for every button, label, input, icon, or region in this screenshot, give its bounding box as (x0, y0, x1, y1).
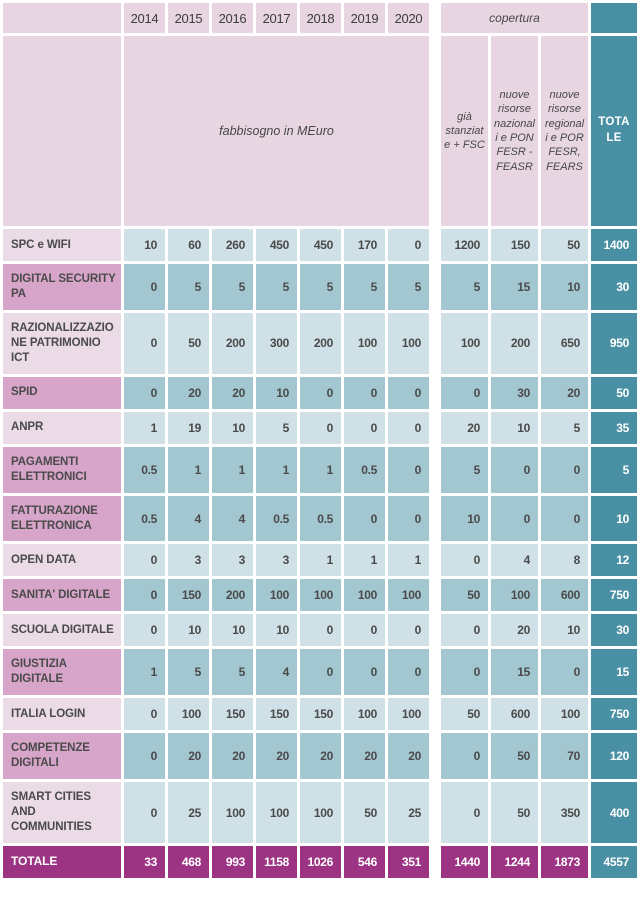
year-value-cell: 100 (256, 579, 297, 611)
table-row (3, 782, 637, 843)
row-label: SPC e WIFI (3, 229, 121, 261)
year-value-cell: 3 (212, 544, 253, 576)
year-value-cell: 20 (168, 377, 209, 409)
table-row (3, 412, 637, 444)
group-gap (432, 36, 438, 226)
year-value-cell: 100 (344, 579, 385, 611)
year-value-cell: 0 (124, 698, 165, 730)
year-header: 2019 (344, 3, 385, 33)
row-label: SPID (3, 377, 121, 409)
year-value-cell: 0 (300, 412, 341, 444)
group-gap (432, 447, 438, 493)
coverage-value-cell: 5 (541, 412, 588, 444)
row-total-cell: 1400 (591, 229, 637, 261)
year-value-cell: 5 (300, 264, 341, 310)
coverage-value-cell: 150 (491, 229, 538, 261)
coverage-value-cell: 5 (441, 447, 488, 493)
year-value-cell: 10 (256, 377, 297, 409)
year-value-cell: 10 (212, 614, 253, 646)
totals-row (3, 846, 637, 878)
year-value-cell: 20 (212, 377, 253, 409)
year-value-cell: 0.5 (344, 447, 385, 493)
year-value-cell: 20 (168, 733, 209, 779)
year-value-cell: 200 (212, 579, 253, 611)
coverage-value-cell: 100 (441, 313, 488, 374)
table-row (3, 733, 637, 779)
table-row (3, 544, 637, 576)
coverage-value-cell: 8 (541, 544, 588, 576)
coverage-value-cell: 10 (541, 264, 588, 310)
year-value-cell: 100 (344, 698, 385, 730)
coverage-column-header: nuove risorse regionali e POR FESR, FEARS (541, 36, 588, 226)
table-row (3, 447, 637, 493)
year-value-cell: 5 (212, 649, 253, 695)
coverage-value-cell: 0 (441, 544, 488, 576)
coverage-value-cell: 15 (491, 264, 538, 310)
coverage-value-cell: 50 (491, 733, 538, 779)
year-value-cell: 200 (300, 313, 341, 374)
totals-year-cell: 1158 (256, 846, 297, 878)
header-row-descriptions (3, 36, 637, 226)
row-label: COMPETENZE DIGITALI (3, 733, 121, 779)
table-row (3, 377, 637, 409)
year-value-cell: 100 (388, 579, 429, 611)
group-gap (432, 544, 438, 576)
group-gap (432, 782, 438, 843)
coverage-value-cell: 0 (441, 614, 488, 646)
totale-column-top-cell (591, 3, 637, 33)
year-value-cell: 150 (212, 698, 253, 730)
year-value-cell: 100 (300, 782, 341, 843)
coverage-value-cell: 600 (491, 698, 538, 730)
table-body (3, 229, 637, 878)
group-gap (432, 496, 438, 542)
coverage-value-cell: 50 (441, 579, 488, 611)
coverage-value-cell: 10 (541, 614, 588, 646)
year-value-cell: 0 (300, 614, 341, 646)
table-row (3, 229, 637, 261)
year-value-cell: 5 (168, 264, 209, 310)
year-value-cell: 300 (256, 313, 297, 374)
totals-row-label: TOTALE (3, 846, 121, 878)
year-value-cell: 100 (168, 698, 209, 730)
year-value-cell: 0.5 (300, 496, 341, 542)
coverage-value-cell: 0 (541, 496, 588, 542)
year-value-cell: 10 (256, 614, 297, 646)
coverage-value-cell: 20 (541, 377, 588, 409)
coverage-value-cell: 20 (491, 614, 538, 646)
coverage-value-cell: 15 (491, 649, 538, 695)
row-label: SMART CITIES AND COMMUNITIES (3, 782, 121, 843)
group-gap (432, 412, 438, 444)
year-value-cell: 5 (256, 412, 297, 444)
group-gap (432, 313, 438, 374)
group-gap (432, 377, 438, 409)
table-row (3, 496, 637, 542)
year-value-cell: 0 (344, 614, 385, 646)
year-value-cell: 25 (388, 782, 429, 843)
year-value-cell: 3 (256, 544, 297, 576)
year-value-cell: 50 (344, 782, 385, 843)
year-value-cell: 0.5 (124, 496, 165, 542)
corner-cell (3, 3, 121, 33)
coverage-value-cell: 650 (541, 313, 588, 374)
year-value-cell: 1 (168, 447, 209, 493)
table-row (3, 313, 637, 374)
year-value-cell: 5 (168, 649, 209, 695)
year-value-cell: 1 (388, 544, 429, 576)
year-value-cell: 150 (300, 698, 341, 730)
year-value-cell: 0 (388, 496, 429, 542)
year-value-cell: 0 (388, 614, 429, 646)
year-value-cell: 5 (256, 264, 297, 310)
group-gap (432, 733, 438, 779)
row-total-cell: 30 (591, 614, 637, 646)
year-value-cell: 4 (256, 649, 297, 695)
year-value-cell: 0 (388, 412, 429, 444)
totals-year-cell: 468 (168, 846, 209, 878)
year-value-cell: 0.5 (256, 496, 297, 542)
coverage-value-cell: 0 (441, 733, 488, 779)
row-label: PAGAMENTI ELETTRONICI (3, 447, 121, 493)
coverage-value-cell: 100 (491, 579, 538, 611)
year-value-cell: 100 (388, 313, 429, 374)
year-value-cell: 0 (344, 377, 385, 409)
year-value-cell: 0 (344, 412, 385, 444)
year-value-cell: 20 (344, 733, 385, 779)
coverage-value-cell: 0 (441, 377, 488, 409)
year-value-cell: 0 (124, 544, 165, 576)
year-value-cell: 4 (212, 496, 253, 542)
totals-coverage-cell: 1244 (491, 846, 538, 878)
coverage-value-cell: 1200 (441, 229, 488, 261)
year-header: 2020 (388, 3, 429, 33)
label-column-header-cell (3, 36, 121, 226)
coverage-value-cell: 0 (491, 447, 538, 493)
row-label: GIUSTIZIA DIGITALE (3, 649, 121, 695)
row-total-cell: 30 (591, 264, 637, 310)
row-total-cell: 400 (591, 782, 637, 843)
year-value-cell: 0 (124, 313, 165, 374)
year-value-cell: 0.5 (124, 447, 165, 493)
table-row (3, 264, 637, 310)
coverage-value-cell: 50 (441, 698, 488, 730)
coverage-value-cell: 0 (491, 496, 538, 542)
coverage-value-cell: 100 (541, 698, 588, 730)
year-value-cell: 0 (300, 377, 341, 409)
row-label: ANPR (3, 412, 121, 444)
year-value-cell: 50 (168, 313, 209, 374)
year-header: 2015 (168, 3, 209, 33)
totals-year-cell: 993 (212, 846, 253, 878)
totals-year-cell: 546 (344, 846, 385, 878)
row-label: RAZIONALIZZAZIONE PATRIMONIO ICT (3, 313, 121, 374)
year-value-cell: 170 (344, 229, 385, 261)
row-total-cell: 10 (591, 496, 637, 542)
row-total-cell: 50 (591, 377, 637, 409)
row-total-cell: 750 (591, 579, 637, 611)
totals-coverage-cell: 1873 (541, 846, 588, 878)
coverage-value-cell: 20 (441, 412, 488, 444)
header-row-years (3, 3, 637, 33)
year-value-cell: 0 (124, 377, 165, 409)
group-gap (432, 579, 438, 611)
group-gap (432, 698, 438, 730)
year-header: 2018 (300, 3, 341, 33)
year-value-cell: 0 (124, 579, 165, 611)
year-value-cell: 1 (212, 447, 253, 493)
year-value-cell: 260 (212, 229, 253, 261)
year-value-cell: 0 (388, 377, 429, 409)
year-value-cell: 100 (388, 698, 429, 730)
coverage-value-cell: 4 (491, 544, 538, 576)
year-value-cell: 20 (256, 733, 297, 779)
year-value-cell: 0 (388, 229, 429, 261)
row-total-cell: 750 (591, 698, 637, 730)
year-value-cell: 10 (168, 614, 209, 646)
coverage-value-cell: 0 (441, 782, 488, 843)
year-value-cell: 450 (300, 229, 341, 261)
year-value-cell: 19 (168, 412, 209, 444)
coverage-value-cell: 200 (491, 313, 538, 374)
totale-column-header: TOTALE (591, 36, 637, 226)
row-total-cell: 12 (591, 544, 637, 576)
group-gap (432, 649, 438, 695)
totals-year-cell: 33 (124, 846, 165, 878)
year-value-cell: 1 (124, 412, 165, 444)
year-value-cell: 0 (344, 496, 385, 542)
year-value-cell: 1 (124, 649, 165, 695)
group-gap (432, 614, 438, 646)
group-gap (432, 846, 438, 878)
year-value-cell: 1 (300, 544, 341, 576)
copertura-group-header: copertura (441, 3, 588, 33)
coverage-value-cell: 5 (441, 264, 488, 310)
group-gap (432, 264, 438, 310)
year-value-cell: 1 (256, 447, 297, 493)
table-header (3, 3, 637, 226)
year-value-cell: 0 (124, 782, 165, 843)
year-value-cell: 100 (344, 313, 385, 374)
year-value-cell: 450 (256, 229, 297, 261)
year-value-cell: 100 (300, 579, 341, 611)
year-value-cell: 150 (168, 579, 209, 611)
row-label: OPEN DATA (3, 544, 121, 576)
row-total-cell: 35 (591, 412, 637, 444)
totals-year-cell: 1026 (300, 846, 341, 878)
coverage-value-cell: 600 (541, 579, 588, 611)
coverage-value-cell: 0 (441, 649, 488, 695)
year-value-cell: 20 (388, 733, 429, 779)
year-value-cell: 5 (388, 264, 429, 310)
year-value-cell: 150 (256, 698, 297, 730)
year-value-cell: 1 (300, 447, 341, 493)
table-row (3, 579, 637, 611)
table-row (3, 614, 637, 646)
year-value-cell: 60 (168, 229, 209, 261)
totals-coverage-cell: 1440 (441, 846, 488, 878)
year-value-cell: 10 (212, 412, 253, 444)
row-label: FATTURAZIONE ELETTRONICA (3, 496, 121, 542)
year-value-cell: 0 (124, 264, 165, 310)
coverage-value-cell: 350 (541, 782, 588, 843)
year-value-cell: 0 (344, 649, 385, 695)
year-value-cell: 1 (344, 544, 385, 576)
coverage-column-header: già stanziate + FSC (441, 36, 488, 226)
year-value-cell: 100 (212, 782, 253, 843)
coverage-value-cell: 0 (541, 447, 588, 493)
row-label: SANITA' DIGITALE (3, 579, 121, 611)
year-value-cell: 0 (124, 614, 165, 646)
fabbisogno-group-header: fabbisogno in MEuro (124, 36, 429, 226)
year-value-cell: 0 (300, 649, 341, 695)
year-value-cell: 3 (168, 544, 209, 576)
row-total-cell: 5 (591, 447, 637, 493)
year-value-cell: 20 (300, 733, 341, 779)
row-label: DIGITAL SECURITY PA (3, 264, 121, 310)
year-header: 2017 (256, 3, 297, 33)
year-value-cell: 4 (168, 496, 209, 542)
table-row (3, 649, 637, 695)
row-label: ITALIA LOGIN (3, 698, 121, 730)
table-row (3, 698, 637, 730)
year-value-cell: 0 (388, 447, 429, 493)
year-value-cell: 100 (256, 782, 297, 843)
group-gap (432, 3, 438, 33)
year-value-cell: 10 (124, 229, 165, 261)
year-value-cell: 200 (212, 313, 253, 374)
year-value-cell: 0 (124, 733, 165, 779)
year-value-cell: 5 (344, 264, 385, 310)
coverage-value-cell: 0 (541, 649, 588, 695)
row-total-cell: 15 (591, 649, 637, 695)
row-total-cell: 950 (591, 313, 637, 374)
row-total-cell: 120 (591, 733, 637, 779)
coverage-value-cell: 50 (491, 782, 538, 843)
year-value-cell: 5 (212, 264, 253, 310)
year-value-cell: 20 (212, 733, 253, 779)
coverage-value-cell: 50 (541, 229, 588, 261)
row-label: SCUOLA DIGITALE (3, 614, 121, 646)
coverage-value-cell: 30 (491, 377, 538, 409)
group-gap (432, 229, 438, 261)
year-header: 2014 (124, 3, 165, 33)
year-header: 2016 (212, 3, 253, 33)
coverage-value-cell: 70 (541, 733, 588, 779)
year-value-cell: 0 (388, 649, 429, 695)
coverage-value-cell: 10 (441, 496, 488, 542)
coverage-value-cell: 10 (491, 412, 538, 444)
grand-total-cell: 4557 (591, 846, 637, 878)
totals-year-cell: 351 (388, 846, 429, 878)
coverage-column-header: nuove risorse nazionali e PON FESR - FEASR (491, 36, 538, 226)
year-value-cell: 25 (168, 782, 209, 843)
